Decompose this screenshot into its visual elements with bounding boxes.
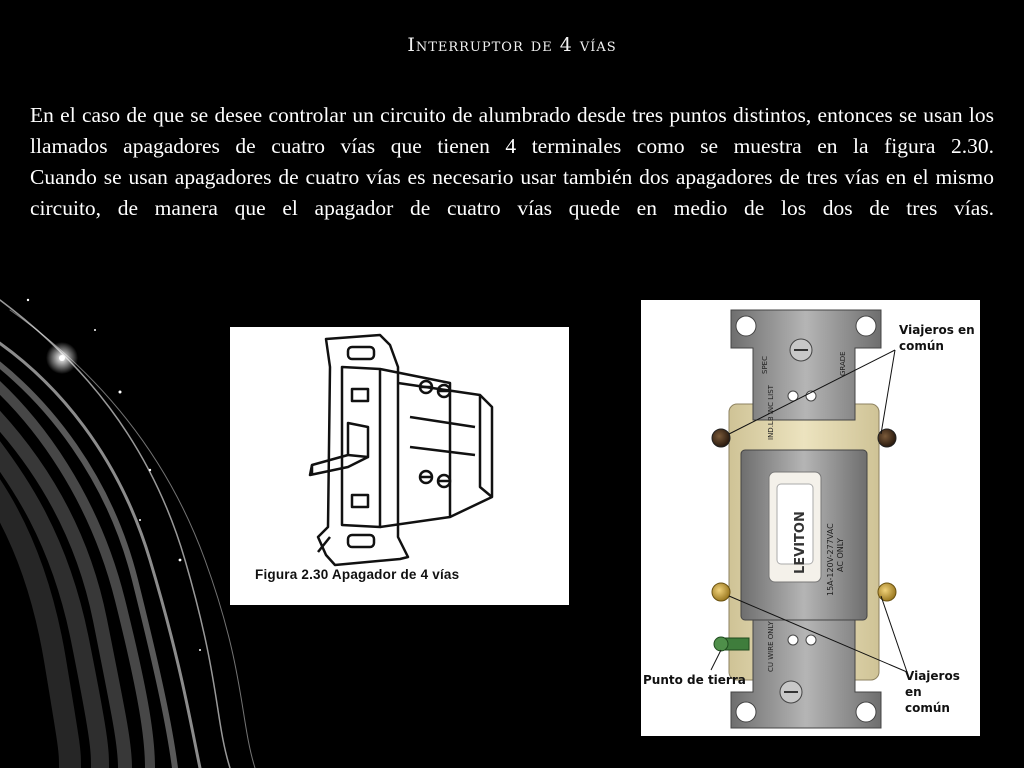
slide-body: [30, 100, 994, 224]
switch-rating-text: 15A-120V-277VAC: [826, 523, 835, 596]
switch-line-drawing: [230, 327, 569, 605]
callout-bottom-right: Viajeros en común: [905, 669, 960, 715]
switch-rating-ac-text: AC ONLY: [836, 537, 845, 572]
figure-caption: Figura 2.30 Apagador de 4 vías: [255, 567, 460, 582]
switch-spec-text: SPEC: [761, 356, 769, 374]
switch-listing-text: IND.LB INC LIST: [767, 385, 775, 440]
paragraph-2: Cuando se usan apagadores de cuatro vías es necesario usar también dos apagadores de tres vías en el mismo circuito, de manera que el apagador de cuatro vías quede en medio de los dos de tres vías.: [30, 165, 994, 220]
figure-switch-drawing: [230, 327, 569, 605]
figure-switch-photo: [641, 300, 980, 736]
switch-wire-text: CU WIRE ONLY: [767, 621, 775, 672]
callout-top-right: Viajeros en común: [899, 323, 975, 353]
callout-ground: Punto de tierra: [643, 673, 746, 687]
paragraph-1: En el caso de que se desee controlar un circuito de alumbrado desde tres puntos distintos, entonces se usan los llamados apagadores de cuatro vías que tienen 4 terminales como se muestra en la figura 2.30.: [30, 103, 994, 158]
switch-brand-text: LEVITON: [793, 511, 808, 574]
switch-grade-text: GRADE: [839, 351, 847, 376]
slide-title: Interruptor de 4 vías: [407, 34, 617, 56]
